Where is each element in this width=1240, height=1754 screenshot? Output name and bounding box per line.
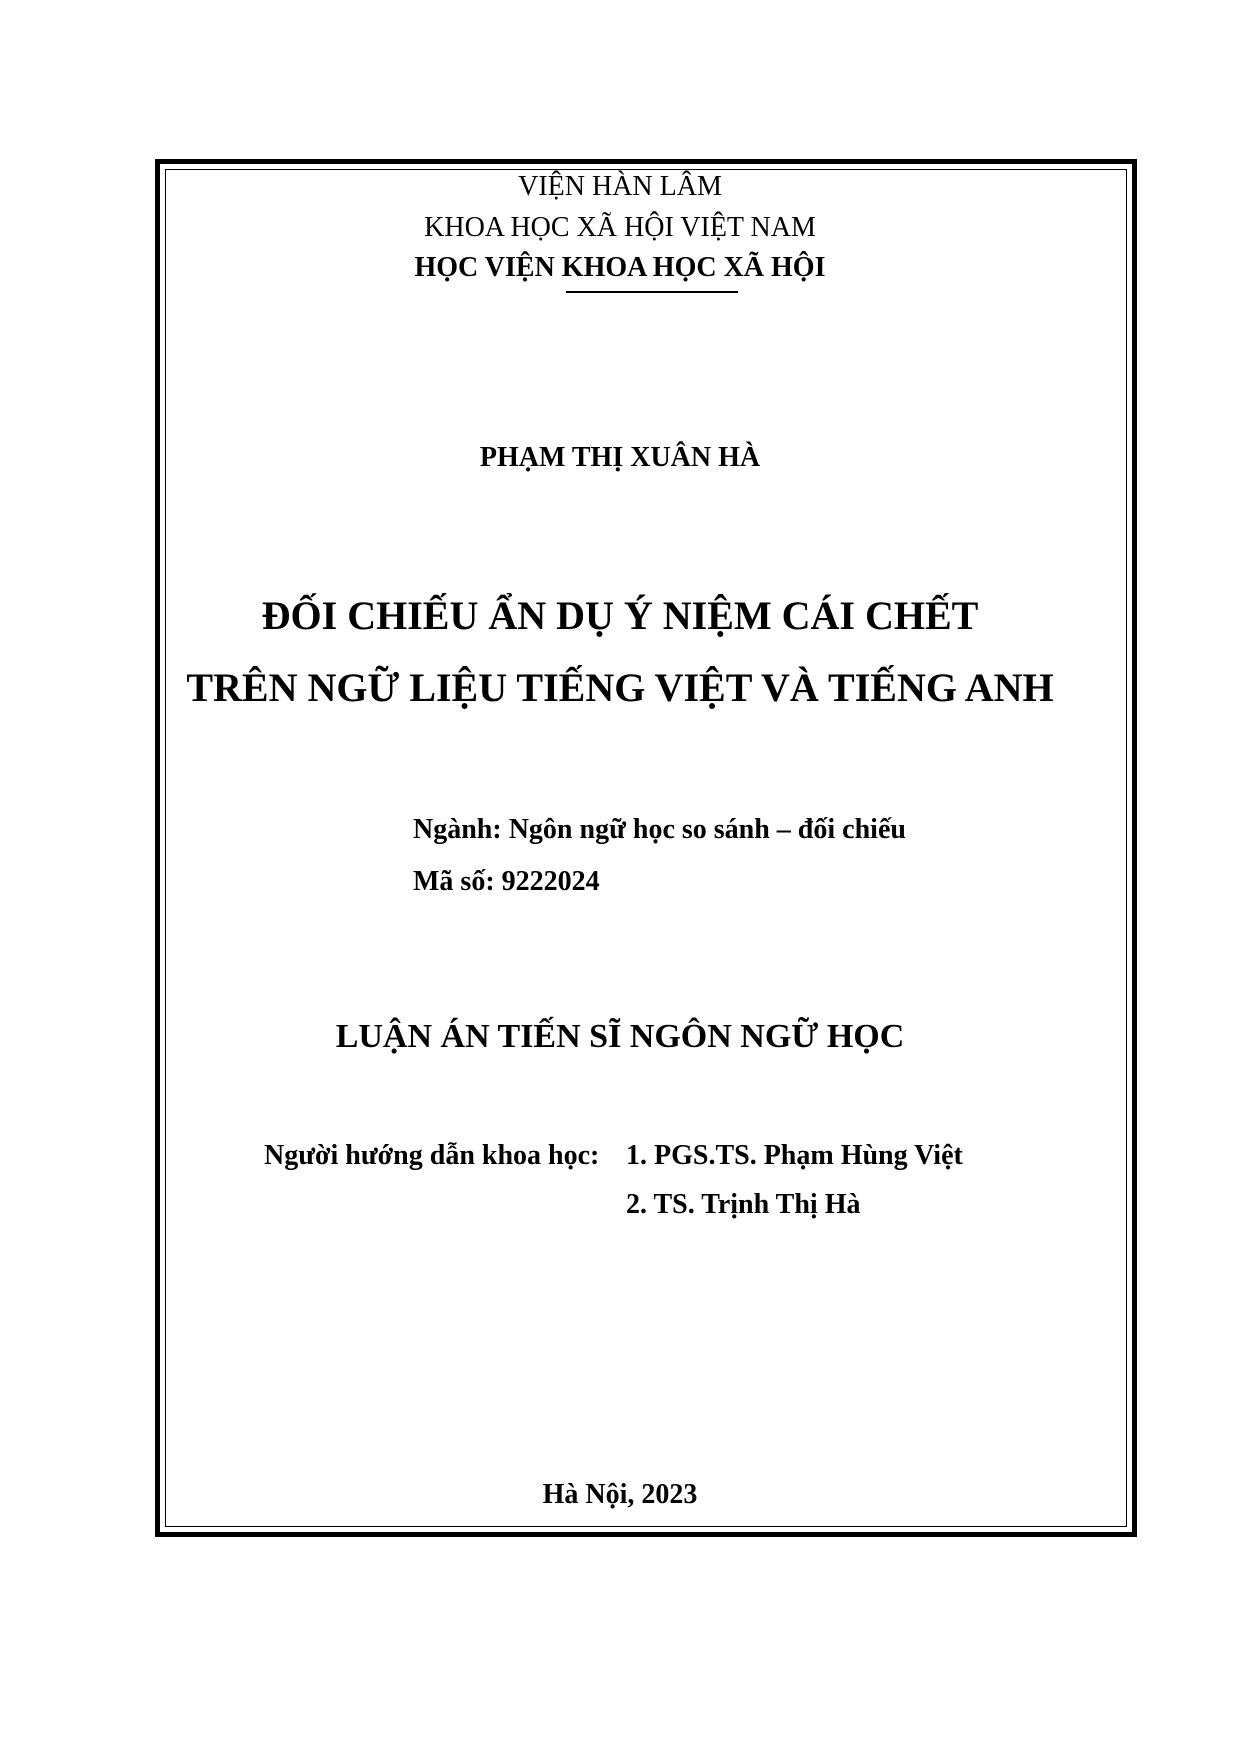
major-value: Ngôn ngữ học so sánh – đối chiếu	[508, 814, 906, 845]
advisor-1: 1. PGS.TS. Phạm Hùng Việt	[626, 1140, 963, 1171]
major-label: Ngành:	[413, 814, 502, 845]
institution-line-3: HỌC VIỆN KHOA HỌC XÃ HỘI	[414, 252, 826, 283]
advisor-2: 2. TS. Trịnh Thị Hà	[626, 1189, 861, 1220]
institution-line-2: KHOA HỌC XÃ HỘI VIỆT NAM	[424, 212, 816, 243]
place-year: Hà Nội, 2023	[542, 1479, 698, 1510]
major-line	[413, 813, 906, 847]
thesis-title-line-1: ĐỐI CHIẾU ẨN DỤ Ý NIỆM CÁI CHẾT	[261, 593, 979, 638]
institution-underline	[566, 291, 738, 293]
code-label: Mã số:	[413, 866, 495, 897]
page-border-inner	[165, 169, 1127, 1527]
code-value: 9222024	[501, 866, 600, 897]
thesis-title-line-2: TRÊN NGỮ LIỆU TIẾNG VIỆT VÀ TIẾNG ANH	[186, 665, 1054, 710]
code-line	[413, 865, 600, 899]
author-name: PHẠM THỊ XUÂN HÀ	[479, 442, 761, 473]
institution-line-1: VIỆN HÀN LÂM	[518, 171, 722, 202]
degree-title: LUẬN ÁN TIẾN SĨ NGÔN NGỮ HỌC	[335, 1018, 905, 1055]
advisors-label: Người hướng dẫn khoa học:	[264, 1140, 600, 1171]
